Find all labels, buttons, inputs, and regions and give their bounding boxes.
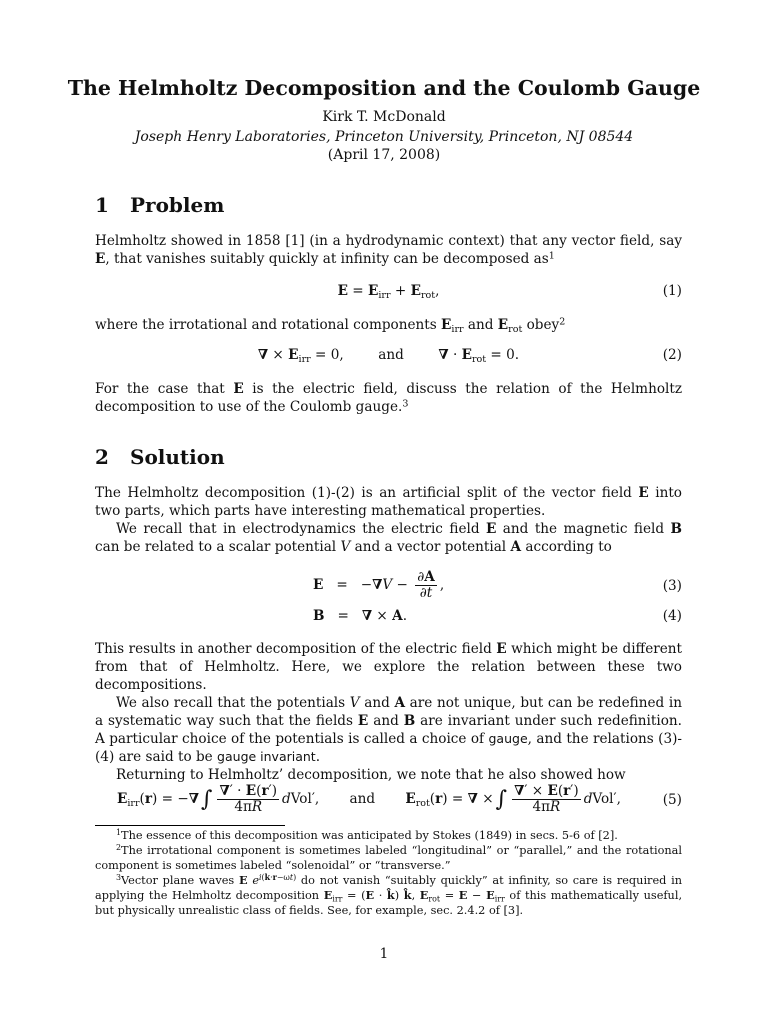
paper-title: The Helmholtz Decomposition and the Coulomb Gauge [67,76,701,100]
paragraph-components: where the irrotational and rotational components $E_{irr}$ and $E_{rot}$ obey$^2$ [95,316,566,335]
section-number: 1 [95,193,109,217]
paragraph-problem-intro: Helmholtz showed in 1858 [1] (in a hydrodynamic context) that any vector field, say E, that vanishes suitably quickly at infinity can be decomposed $as^1$ [95,233,682,267]
author-name: Kirk T. McDonald [322,109,446,125]
section-heading-solution [95,445,225,469]
footnote-1: $^1$The essence of this decomposition was anticipated by Stokes (1849) in secs. 5-6 of [2]. [116,828,618,842]
equation-1: $E = E_{irr} + E_{rot}$, (1) [337,283,682,301]
page-number: 1 [379,946,389,962]
paper-date: (April 17, 2008) [327,147,441,163]
equation-connector: and [349,791,376,807]
equation-4: B = ∇ × A. (4) [313,608,682,624]
section-number: 2 [95,445,109,469]
equation-5: $E_{irr}(r)$ = −∇∫ $\frac{\nabla' \cdot E(r')}{4\pi R}$ dVol′, and $E_{rot}(r)$ = ∇ ×∫ $\frac{\nabla' \times E(r')}{4\pi R}$ dVol′, (5) [117,783,682,815]
paragraph-gauge: This results in another decomposition of the electric field E which might be different from that of Helmholtz. Here, we explore the relation between these two decompositions. We also recall that the potentials V and A are not unique, but can be redefined in a systematic way such that the fields E and B are invariant under such redefinition. A particular choice of the potentials is called a choice of gauge, and the relations (3)-(4) are said to be gauge invariant. Returning to Helmholtz’ decomposition, we note that he also showed how [95,641,683,783]
paragraph-problem-question: For the case that E is the electric field, discuss the relation of the Helmholtz decomposition to use of the Coulomb gauge.$^3$ [95,381,682,415]
equation-3: E = −∇V − $\frac{\partial A}{\partial t}$ , (3) [313,569,682,601]
equation-number: (2) [662,347,682,363]
footnote-3: $^3$Vector plane waves E $e^{i(k\cdot r-\omega t)}$ do not vanish “suitably quickly” at infinity, so care is required in applying the Helmholtz decomposition $E_{irr} = (E$ · k̂) k̂, $E_{rot} = E - E_{irr}$ of this mathematically useful, but physically unrealistic class of fields. See, for example, sec. 2.4.2 of [3]. [95,873,683,917]
section-title: Problem [130,193,225,217]
equation-number: (5) [662,792,682,808]
equation-number: (4) [662,608,682,624]
term-gauge: gauge [488,731,528,746]
section-title: Solution [130,445,225,469]
equation-number: (1) [662,283,682,299]
equation-connector: and [378,347,404,363]
footnotes [95,828,682,918]
paragraph-solution-intro: The Helmholtz decomposition (1)-(2) is an artificial split of the vector field E into two parts, which parts have interesting mathematical properties. We recall that in electrodynamics the electric field E and the magnetic field B can be related to a scalar potential V and a vector potential A according to [95,485,682,555]
equation-2: ∇ × $E_{irr} = 0$, and ∇ · $E_{rot} = 0$. (2) [257,347,682,365]
footnote-rule [95,825,285,826]
term-gauge-invariant: gauge invariant [217,749,316,764]
footnote-2: $^2$The irrotational component is sometimes labeled “longitudinal” or “parallel,” and the rotational component is sometimes labeled “solenoidal” or “transverse.” [95,843,682,872]
author-affiliation: Joseph Henry Laboratories, Princeton University, Princeton, NJ 08544 [134,129,634,145]
equation-number: (3) [662,578,682,594]
section-heading-problem [95,193,224,217]
